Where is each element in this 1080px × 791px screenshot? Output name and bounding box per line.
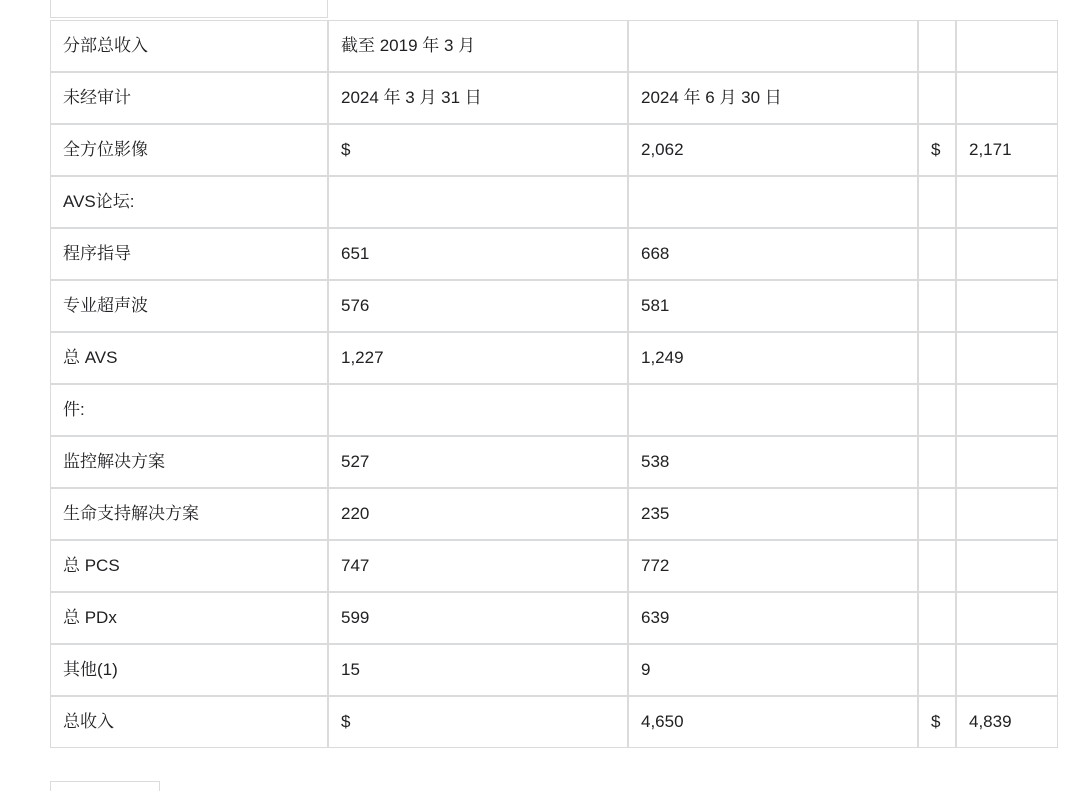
row-value-1: 576 [328, 280, 628, 332]
table-row [50, 644, 1058, 696]
row-label: 件: [50, 384, 328, 436]
row-cell-empty [956, 540, 1058, 592]
row-label: 监控解决方案 [50, 436, 328, 488]
row-cell-empty [628, 384, 918, 436]
row-label: 未经审计 [50, 72, 328, 124]
row-value-2: 235 [628, 488, 918, 540]
row-cell-empty [918, 20, 956, 72]
row-cell-empty [328, 176, 628, 228]
row-cell-empty [956, 592, 1058, 644]
row-label: 专业超声波 [50, 280, 328, 332]
row-cell-empty [918, 540, 956, 592]
row-label: 分部总收入 [50, 20, 328, 72]
segment-revenue-table [50, 20, 1058, 748]
row-cell-empty [918, 644, 956, 696]
row-cell-empty [956, 228, 1058, 280]
row-cell-empty [918, 280, 956, 332]
row-cell-empty [918, 228, 956, 280]
row-label: 总 AVS [50, 332, 328, 384]
row-value-2: 538 [628, 436, 918, 488]
table-row [50, 436, 1058, 488]
row-value-1: 599 [328, 592, 628, 644]
row-value-1: 747 [328, 540, 628, 592]
row-cell-empty [956, 488, 1058, 540]
table-row [50, 384, 1058, 436]
table-row [50, 488, 1058, 540]
row-cell-empty [628, 20, 918, 72]
row-label: 程序指导 [50, 228, 328, 280]
table-row [50, 124, 1058, 176]
row-value-2: 9 [628, 644, 918, 696]
row-value-1: 527 [328, 436, 628, 488]
row-label: 全方位影像 [50, 124, 328, 176]
row-cell-empty [956, 436, 1058, 488]
row-value-2: 1,249 [628, 332, 918, 384]
row-label: 其他(1) [50, 644, 328, 696]
row-value-2: 668 [628, 228, 918, 280]
row-cell-empty [918, 332, 956, 384]
table-row [50, 72, 1058, 124]
row-currency-1: $ [328, 696, 628, 748]
row-label: 总收入 [50, 696, 328, 748]
table-row [50, 280, 1058, 332]
row-cell-empty [918, 436, 956, 488]
row-currency-2: $ [918, 696, 956, 748]
row-cell-empty [956, 72, 1058, 124]
row-cell-empty [956, 176, 1058, 228]
row-value-2: 772 [628, 540, 918, 592]
row-currency-1: $ [328, 124, 628, 176]
row-value-2: 639 [628, 592, 918, 644]
row-cell-empty [918, 384, 956, 436]
table-top-partial-cell [50, 0, 328, 18]
row-label: 总 PDx [50, 592, 328, 644]
row-cell-empty [956, 332, 1058, 384]
row-cell-empty [918, 488, 956, 540]
row-period-heading: 截至 2019 年 3 月 [328, 20, 628, 72]
row-cell-empty [328, 384, 628, 436]
row-cell-empty [918, 176, 956, 228]
row-label: AVS论坛: [50, 176, 328, 228]
row-value-2: 2,171 [956, 124, 1058, 176]
table-row [50, 332, 1058, 384]
row-currency-2: $ [918, 124, 956, 176]
row-value-2: 581 [628, 280, 918, 332]
row-cell-empty [918, 592, 956, 644]
row-date-2: 2024 年 6 月 30 日 [628, 72, 918, 124]
row-cell-empty [956, 384, 1058, 436]
table-row [50, 696, 1058, 748]
row-cell-empty [628, 176, 918, 228]
table-bottom-partial-cell [50, 781, 160, 791]
row-cell-empty [956, 280, 1058, 332]
row-cell-empty [956, 644, 1058, 696]
row-value-1: 15 [328, 644, 628, 696]
row-label: 总 PCS [50, 540, 328, 592]
table-row [50, 176, 1058, 228]
row-value-2: 4,839 [956, 696, 1058, 748]
row-cell-empty [918, 72, 956, 124]
row-value-1: 1,227 [328, 332, 628, 384]
table-row [50, 540, 1058, 592]
row-date-1: 2024 年 3 月 31 日 [328, 72, 628, 124]
row-value-1: 2,062 [628, 124, 918, 176]
row-value-1: 4,650 [628, 696, 918, 748]
row-cell-empty [956, 20, 1058, 72]
row-value-1: 220 [328, 488, 628, 540]
table-row [50, 592, 1058, 644]
row-label: 生命支持解决方案 [50, 488, 328, 540]
row-value-1: 651 [328, 228, 628, 280]
table-row [50, 228, 1058, 280]
table-row [50, 20, 1058, 72]
